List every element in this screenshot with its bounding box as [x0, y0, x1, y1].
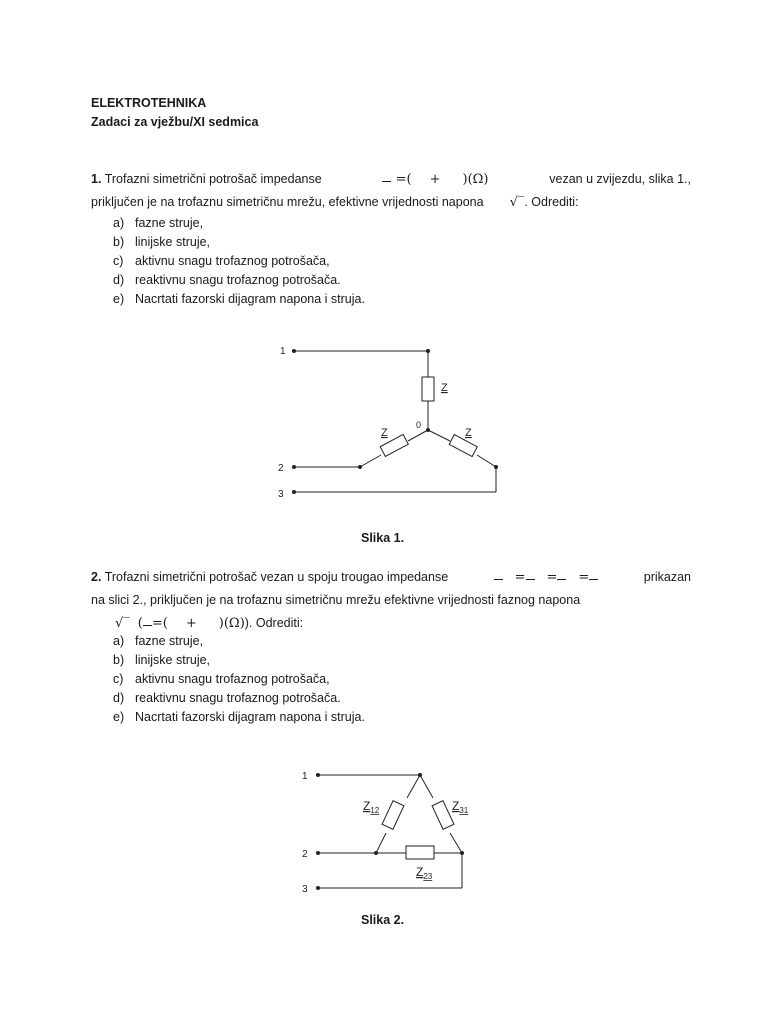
task2-eq1: =	[514, 570, 526, 585]
task1-odrediti: . Odrediti:	[524, 195, 579, 209]
label-node-3: 3	[278, 489, 284, 500]
label-z31: $Z_{31}$	[452, 799, 469, 815]
task1-question-item-marker: a)	[113, 216, 125, 230]
delta-terminal-2	[316, 851, 320, 855]
task2-intro: Trofazni simetrični potrošač vezan u spoju trougao impedanse	[104, 570, 449, 584]
task2-eq3: =	[578, 570, 590, 585]
task1-question-item-marker: d)	[113, 273, 125, 287]
task1-ohm: (Ω)	[467, 172, 489, 187]
task2-question-item-text: fazne struje,	[135, 634, 204, 648]
task2-question-item-marker: a)	[113, 634, 125, 648]
task1-question-item-text: aktivnu snagu trofaznog potrošača,	[135, 254, 330, 268]
task2-question-item-marker: c)	[113, 672, 124, 686]
task2-question-item-text: Nacrtati fazorski dijagram napona i struja.	[135, 710, 365, 724]
task1-question-item-marker: c)	[113, 254, 124, 268]
delta-wire-z31-lower	[450, 833, 462, 853]
task2-question-item-text: aktivnu snagu trofaznog potrošača,	[135, 672, 330, 686]
label-node-2: 2	[278, 463, 284, 474]
figure-1-caption: Slika 1.	[361, 531, 405, 545]
task1-intro-end: vezan u zvijezdu, slika 1.,	[549, 172, 691, 186]
task2-line3-plus: +	[185, 616, 197, 631]
resistor-z31	[432, 801, 454, 830]
delta-wire-z31-upper	[420, 775, 433, 798]
task2-line3-eq: =	[151, 616, 163, 631]
delta-label-node-1: 1	[302, 771, 308, 782]
task1-question-item-marker: b)	[113, 235, 125, 249]
sqrt-symbol: √‾	[509, 195, 525, 210]
label-z-right: Z	[465, 427, 472, 439]
delta-junction-left	[374, 851, 378, 855]
task1-equals: =	[395, 172, 407, 187]
delta-junction-right	[460, 851, 464, 855]
delta-wire-z12-lower	[376, 833, 386, 853]
label-z12: $Z_{12}$	[363, 799, 380, 815]
subject-title: ELEKTROTEHNIKA	[91, 96, 207, 110]
task2-question-item-text: reaktivnu snagu trofaznog potrošača.	[135, 691, 341, 705]
label-node-1: 1	[280, 346, 286, 357]
task1-question-item-text: fazne struje,	[135, 216, 204, 230]
task1-question-item-text: Nacrtati fazorski dijagram napona i struja.	[135, 292, 365, 306]
task2-prikazan: prikazan	[643, 570, 691, 584]
delta-wire-z12-upper	[407, 775, 420, 798]
task2-line2: na slici 2., priključen je na trofaznu simetričnu mrežu efektivne vrijednosti faznog napona	[91, 593, 581, 607]
task2-eq2: =	[546, 570, 558, 585]
delta-label-node-2: 2	[302, 849, 308, 860]
task2-question-item-text: linijske struje,	[135, 653, 211, 667]
label-star-point: 0	[416, 420, 422, 430]
task2-odrediti: ). Odrediti:	[244, 616, 304, 630]
delta-label-node-3: 3	[302, 884, 308, 895]
task1-question-item-marker: e)	[113, 292, 125, 306]
task1-intro: Trofazni simetrični potrošač impedanse	[104, 172, 322, 186]
delta-junction-top	[418, 773, 422, 777]
resistor-z12	[382, 801, 404, 830]
resistor-z23	[406, 846, 434, 859]
task2-question-item-marker: b)	[113, 653, 125, 667]
task1-number: 1.	[91, 172, 102, 186]
task1-plus: +	[429, 172, 441, 187]
label-z-top: Z	[441, 382, 448, 394]
task1-line2-text: priključen je na trofaznu simetričnu mrežu, efektivne vrijednosti napona	[91, 195, 484, 209]
document-subtitle: Zadaci za vježbu/XI sedmica	[91, 115, 259, 129]
figure-2-caption: Slika 2.	[361, 913, 405, 927]
task2-question-item-marker: e)	[113, 710, 125, 724]
delta-terminal-1	[316, 773, 320, 777]
task2-number: 2.	[91, 570, 102, 584]
task1-impedance-formula: =( + )(Ω)	[382, 168, 488, 191]
task1-question-item-text: reaktivnu snagu trofaznog potrošača.	[135, 273, 341, 287]
task1-question-item-text: linijske struje,	[135, 235, 211, 249]
delta-terminal-3	[316, 886, 320, 890]
task2-question-item-marker: d)	[113, 691, 125, 705]
task2-line3: √‾ ( =( + )(Ω)). Odrediti:	[115, 616, 304, 631]
label-z23: $Z_{23}$	[416, 865, 433, 881]
label-z-left: Z	[381, 427, 388, 439]
sqrt-symbol-2: √‾	[115, 616, 130, 631]
task2-line3-ohm: (Ω)	[223, 616, 245, 631]
